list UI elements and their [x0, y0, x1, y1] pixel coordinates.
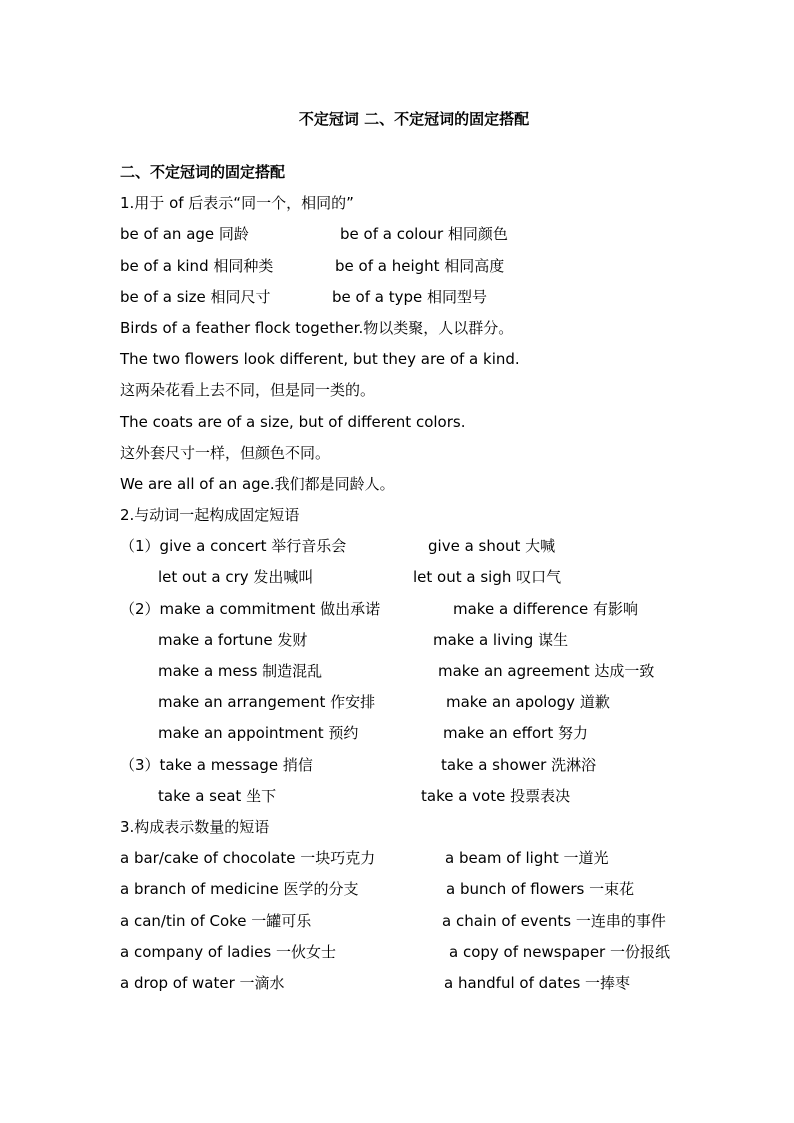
- phrase-row: [120, 219, 740, 250]
- example-sentence: The coats are of a size, but of different colors.: [120, 412, 466, 431]
- document-body: [120, 157, 740, 999]
- phrase-row: [120, 781, 740, 812]
- phrase-row: [120, 906, 740, 937]
- phrase-row: [120, 718, 740, 749]
- phrase-left: let out a cry 发出喊叫: [158, 568, 314, 587]
- phrase-row: [120, 562, 740, 593]
- phrase-row: [120, 594, 740, 625]
- example-sentence: The two flowers look different, but they are of a kind.: [120, 350, 520, 369]
- phrase-left: （2）make a commitment 做出承诺: [120, 599, 381, 618]
- phrase-left: a bar/cake of chocolate 一块巧克力: [120, 849, 376, 868]
- phrase-right: a handful of dates 一捧枣: [444, 973, 631, 992]
- phrase-left: make a fortune 发财: [158, 630, 308, 649]
- phrase-right: give a shout 大喊: [428, 537, 556, 556]
- phrase-row: [120, 625, 740, 656]
- phrase-left: make an appointment 预约: [158, 724, 359, 743]
- phrase-right: make an apology 道歉: [446, 693, 610, 712]
- phrase-left: make an arrangement 作安排: [158, 693, 376, 712]
- phrase-left: a drop of water 一滴水: [120, 973, 285, 992]
- phrase-right: make a difference 有影响: [453, 599, 638, 618]
- phrase-row: [120, 656, 740, 687]
- example-translation: 这两朵花看上去不同，但是同一类的。: [120, 381, 376, 400]
- phrase-right: make an effort 努力: [443, 724, 588, 743]
- phrase-row: [120, 531, 740, 562]
- phrase-right: make a living 谋生: [433, 630, 569, 649]
- phrase-right: take a shower 洗淋浴: [441, 755, 597, 774]
- phrase-left: take a seat 坐下: [158, 786, 277, 805]
- phrase-row: [120, 750, 740, 781]
- phrase-right: a beam of light 一道光: [445, 849, 609, 868]
- example-sentence: We are all of an age.我们都是同龄人。: [120, 474, 395, 493]
- phrase-row: [120, 251, 740, 282]
- page-title: 不定冠词 二、不定冠词的固定搭配: [298, 110, 530, 128]
- phrase-right: make an agreement 达成一致: [438, 662, 655, 680]
- phrase-left: be of a size 相同尺寸: [120, 287, 271, 306]
- phrase-left: a can/tin of Coke 一罐可乐: [120, 911, 312, 930]
- phrase-right: a chain of events 一连串的事件: [442, 911, 666, 930]
- example-sentence: Birds of a feather flock together.物以类聚，人以群分。: [120, 318, 514, 337]
- phrase-right: a copy of newspaper 一份报纸: [449, 942, 670, 961]
- phrase-right: be of a height 相同高度: [335, 256, 505, 275]
- phrase-right: be of a colour 相同颜色: [340, 225, 508, 244]
- phrase-right: take a vote 投票表决: [421, 786, 571, 805]
- phrase-row: [120, 843, 740, 874]
- section-heading: 二、不定冠词的固定搭配: [120, 163, 286, 181]
- phrase-left: （1）give a concert 举行音乐会: [120, 537, 347, 556]
- phrase-row: [120, 937, 740, 968]
- phrase-right: let out a sigh 叹口气: [413, 568, 562, 587]
- phrase-left: make a mess 制造混乱: [158, 662, 323, 680]
- item2-heading: 2.与动词一起构成固定短语: [120, 506, 300, 525]
- phrase-left: be of a kind 相同种类: [120, 256, 274, 275]
- phrase-left: a branch of medicine 医学的分支: [120, 880, 359, 899]
- phrase-row: [120, 874, 740, 905]
- phrase-row: [120, 687, 740, 718]
- phrase-left: be of an age 同龄: [120, 225, 249, 244]
- phrase-row: [120, 968, 740, 999]
- phrase-left: a company of ladies 一伙女士: [120, 942, 336, 961]
- item3-heading: 3.构成表示数量的短语: [120, 817, 270, 836]
- example-translation: 这外套尺寸一样，但颜色不同。: [120, 443, 331, 462]
- item1-heading: 1.用于 of 后表示“同一个，相同的”: [120, 194, 354, 213]
- phrase-right: a bunch of flowers 一束花: [446, 880, 635, 899]
- phrase-left: （3）take a message 捎信: [120, 755, 313, 774]
- phrase-row: [120, 282, 740, 313]
- phrase-right: be of a type 相同型号: [332, 287, 487, 306]
